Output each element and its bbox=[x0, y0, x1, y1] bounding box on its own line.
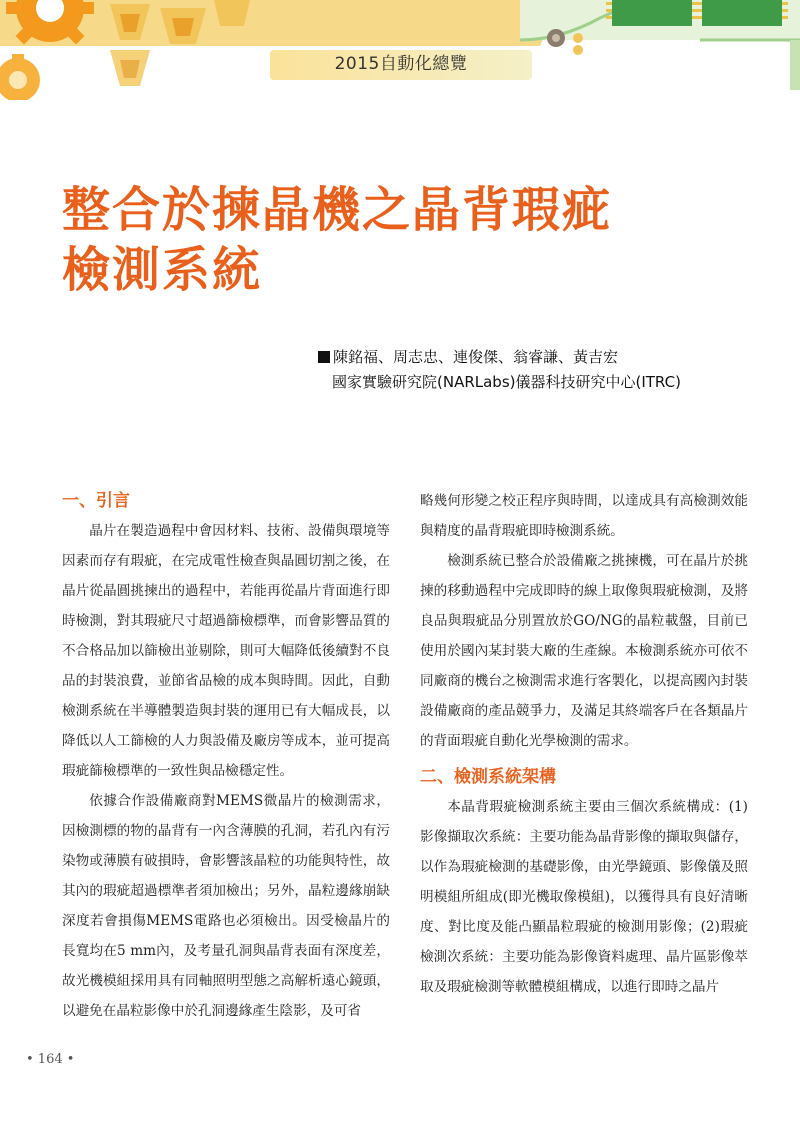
article-title-line: 整合於揀晶機之晶背瑕疵 bbox=[62, 182, 613, 238]
section-heading-system-architecture: 二、檢測系統架構 bbox=[420, 767, 556, 787]
byline bbox=[318, 345, 778, 395]
header-title: 2015自動化總覽 bbox=[334, 54, 468, 74]
page-header bbox=[0, 0, 800, 100]
paragraph: 略幾何形變之校正程序與時間，以達成具有高檢測效能與精度的晶背瑕疵即時檢測系統。 bbox=[420, 493, 748, 539]
square-bullet-icon bbox=[318, 351, 330, 363]
authors-text: 陳銘福、周志忠、連俊傑、翁睿謙、黃吉宏 bbox=[333, 348, 619, 366]
left-column bbox=[62, 486, 390, 1026]
paragraph: 依據合作設備廠商對MEMS微晶片的檢測需求，因檢測標的物的晶背有一內含薄膜的孔洞，若孔內有污染物或薄膜有破損時，會影響該晶粒的功能與特性，故其內的瑕疵超過標準者須加檢出；另外，晶粒邊緣崩缺深度若會損傷MEMS電路也必須檢出。因受檢晶片的長寬均在5 mm內，及考量孔洞與晶背表面有深度差，故光機模組採用具有同軸照明型態之高解析遠心鏡頭，以避免在晶粒影像中於孔洞邊緣產生陰影，及可省 bbox=[62, 793, 390, 1019]
paragraph: 檢測系統已整合於設備廠之挑揀機，可在晶片於挑揀的移動過程中完成即時的線上取像與瑕疵檢測，及將良品與瑕疵品分別置放於GO/NG的晶粒載盤，目前已使用於國內某封裝大廠的生產線。本檢測系統亦可依不同廠商的機台之檢測需求進行客製化，以提高國內封裝設備廠商的產品競爭力，及滿足其終端客戶在各類晶片的背面瑕疵自動化光學檢測的需求。 bbox=[420, 553, 748, 749]
section-heading-introduction: 一、引言 bbox=[62, 491, 130, 511]
paragraph: 晶片在製造過程中會因材料、技術、設備與環境等因素而存有瑕疵，在完成電性檢查與晶圓切割之後，在晶片從晶圓挑揀出的過程中，若能再從晶片背面進行即時檢測，對其瑕疵尺寸超過篩檢標準，而會影響品質的不合格品加以篩檢出並剔除，則可大幅降低後續對不良品的封裝浪費，並節省品檢的成本與時間。因此，自動檢測系統在半導體製造與封裝的運用已有大幅成長，以降低以人工篩檢的人力與設備及廠房等成本，並可提高瑕疵篩檢標準的一致性與品檢穩定性。 bbox=[62, 523, 390, 779]
paragraph: 本晶背瑕疵檢測系統主要由三個次系統構成：(1)影像擷取次系統：主要功能為晶背影像的擷取與儲存，以作為瑕疵檢測的基礎影像，由光學鏡頭、影像儀及照明模組所組成(即光機取像模組)，以獲得具有良好清晰度、對比度及能凸顯晶粒瑕疵的檢測用影像；(2)瑕疵檢測次系統：主要功能為影像資料處理、晶片區影像萃取及瑕疵檢測等軟體模組構成，以進行即時之晶片 bbox=[420, 799, 748, 995]
right-column bbox=[420, 486, 748, 1002]
article-title bbox=[62, 180, 762, 300]
affiliation: 國家實驗研究院(NARLabs)儀器科技研究中心(ITRC) bbox=[332, 373, 681, 391]
gear-icon bbox=[0, 54, 40, 100]
authors bbox=[318, 345, 778, 370]
article-title-line: 檢測系統 bbox=[62, 242, 263, 298]
gear-icon bbox=[6, 0, 94, 44]
page-number: • 164 • bbox=[26, 1052, 75, 1067]
